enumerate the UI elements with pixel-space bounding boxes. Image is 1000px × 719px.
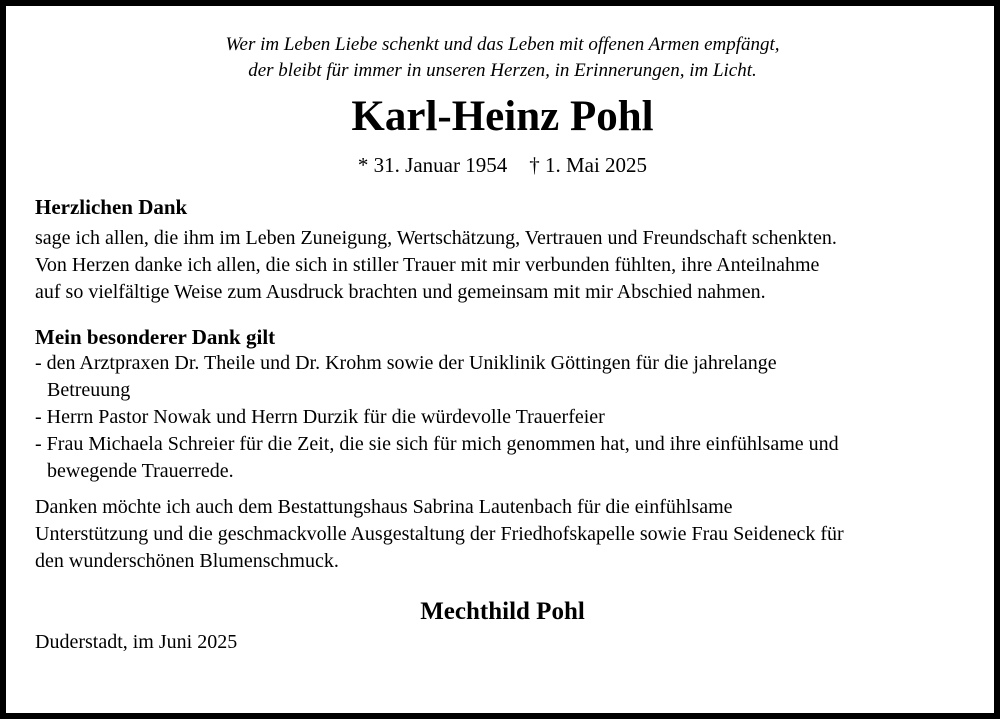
place-date: Duderstadt, im Juni 2025 <box>35 631 238 653</box>
birth-date: * 31. Januar 1954 <box>357 153 508 177</box>
motto-line: Wer im Leben Liebe schenkt und das Leben mit offenen Armen empfängt, <box>225 34 780 55</box>
paragraph-line: den wunderschönen Blumenschmuck. <box>35 550 339 572</box>
deceased-name: Karl-Heinz Pohl <box>351 93 654 140</box>
list-item <box>35 350 970 404</box>
paragraph-line: Danken möchte ich auch dem Bestattungshaus Sabrina Lautenbach für die einfühlsame <box>35 496 733 518</box>
motto-line: der bleibt für immer in unseren Herzen, in Erinnerungen, im Licht. <box>248 60 757 81</box>
list-item <box>35 404 970 431</box>
motto <box>35 32 970 84</box>
thanks-heading: Herzlichen Dank <box>35 195 188 219</box>
paragraph-line: auf so vielfältige Weise zum Ausdruck brachten und gemeinsam mit mir Abschied nahmen. <box>35 281 766 303</box>
paragraph-line: Unterstützung und die geschmackvolle Ausgestaltung der Friedhofskapelle sowie Frau Seideneck für <box>35 523 844 545</box>
list-item-continuation: bewegende Trauerrede. <box>47 460 234 482</box>
life-dates <box>35 152 970 178</box>
death-date: † 1. Mai 2025 <box>529 153 648 177</box>
paragraph-line: sage ich allen, die ihm im Leben Zuneigung, Wertschätzung, Vertrauen und Freundschaft schenkten. <box>35 227 837 249</box>
list-item-line: - Herrn Pastor Nowak und Herrn Durzik für die würdevolle Trauerfeier <box>35 406 605 428</box>
list-item <box>35 431 970 485</box>
list-item-continuation: Betreuung <box>47 379 131 401</box>
thanks-paragraph <box>35 225 970 306</box>
paragraph-line: Von Herzen danke ich allen, die sich in stiller Trauer mit mir verbunden fühlten, ihre Anteilnahme <box>35 254 820 276</box>
list-item-line: - Frau Michaela Schreier für die Zeit, die sie sich für mich genommen hat, und ihre einfühlsame und <box>35 433 839 455</box>
closing-paragraph <box>35 494 970 575</box>
obituary-notice <box>35 32 970 656</box>
special-thanks-list <box>35 350 970 485</box>
signature: Mechthild Pohl <box>420 598 585 625</box>
list-item-line: - den Arztpraxen Dr. Theile und Dr. Krohm sowie der Uniklinik Göttingen für die jahrelange <box>35 352 777 374</box>
special-thanks-heading: Mein besonderer Dank gilt <box>35 325 276 349</box>
